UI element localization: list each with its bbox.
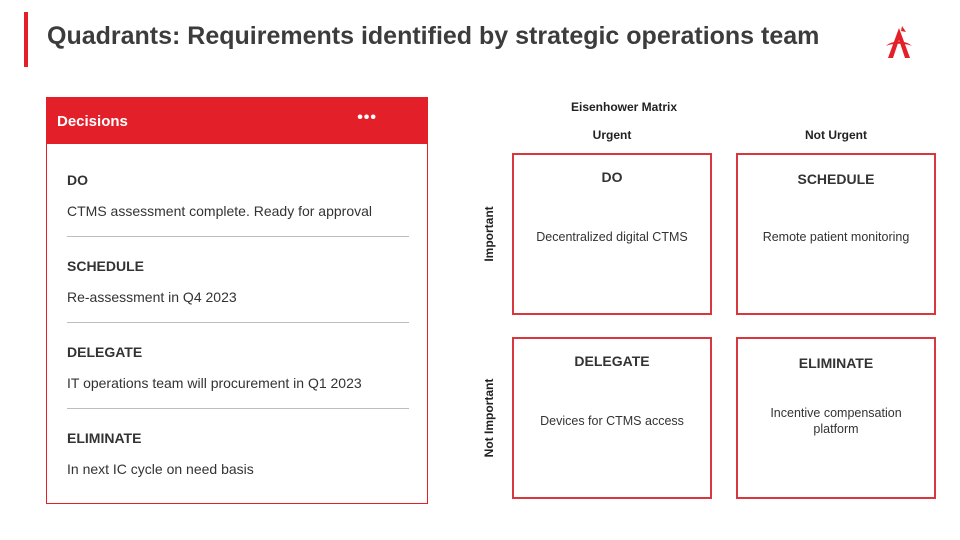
row-label-not-important: Not Important xyxy=(482,378,496,458)
decision-eliminate xyxy=(67,430,409,477)
quadrant-eliminate xyxy=(736,337,936,499)
decision-text: In next IC cycle on need basis xyxy=(67,461,254,477)
more-options-icon[interactable]: ••• xyxy=(357,109,377,126)
decision-heading: DO xyxy=(67,172,88,188)
quadrant-heading: DO xyxy=(601,169,623,185)
matrix-title: Eisenhower Matrix xyxy=(570,100,678,114)
column-label-urgent: Urgent xyxy=(592,128,632,142)
decision-do xyxy=(67,172,409,219)
quadrant-text: Decentralized digital CTMS xyxy=(536,230,688,244)
decisions-panel-header xyxy=(47,98,427,144)
decision-heading: DELEGATE xyxy=(67,344,143,360)
decision-divider xyxy=(67,322,409,323)
decision-heading: SCHEDULE xyxy=(67,258,145,274)
quadrant-do xyxy=(512,153,712,315)
decisions-panel xyxy=(46,97,428,504)
quadrant-text: Devices for CTMS access xyxy=(540,414,684,428)
quadrant-heading: SCHEDULE xyxy=(797,171,875,187)
title-accent-bar xyxy=(24,12,28,67)
decision-delegate xyxy=(67,344,409,391)
quadrant-schedule xyxy=(736,153,936,315)
slide-title: Quadrants: Requirements identified by strategic operations team xyxy=(47,22,820,50)
quadrant-text: Incentive compensation platform xyxy=(770,406,902,436)
quadrant-text: Remote patient monitoring xyxy=(762,230,910,244)
red-a-logo-icon xyxy=(880,24,918,62)
quadrant-heading: DELEGATE xyxy=(574,353,650,369)
decision-divider xyxy=(67,236,409,237)
decision-heading: ELIMINATE xyxy=(67,430,142,446)
column-label-not-urgent: Not Urgent xyxy=(805,128,867,142)
decisions-title: Decisions xyxy=(57,113,128,130)
row-label-important: Important xyxy=(482,206,496,262)
decision-divider xyxy=(67,408,409,409)
quadrant-heading: ELIMINATE xyxy=(798,355,874,371)
decision-schedule xyxy=(67,258,409,305)
quadrant-delegate xyxy=(512,337,712,499)
decision-text: IT operations team will procurement in Q1 2023 xyxy=(67,375,362,391)
decision-text: CTMS assessment complete. Ready for approval xyxy=(67,203,373,219)
decision-text: Re-assessment in Q4 2023 xyxy=(67,289,237,305)
